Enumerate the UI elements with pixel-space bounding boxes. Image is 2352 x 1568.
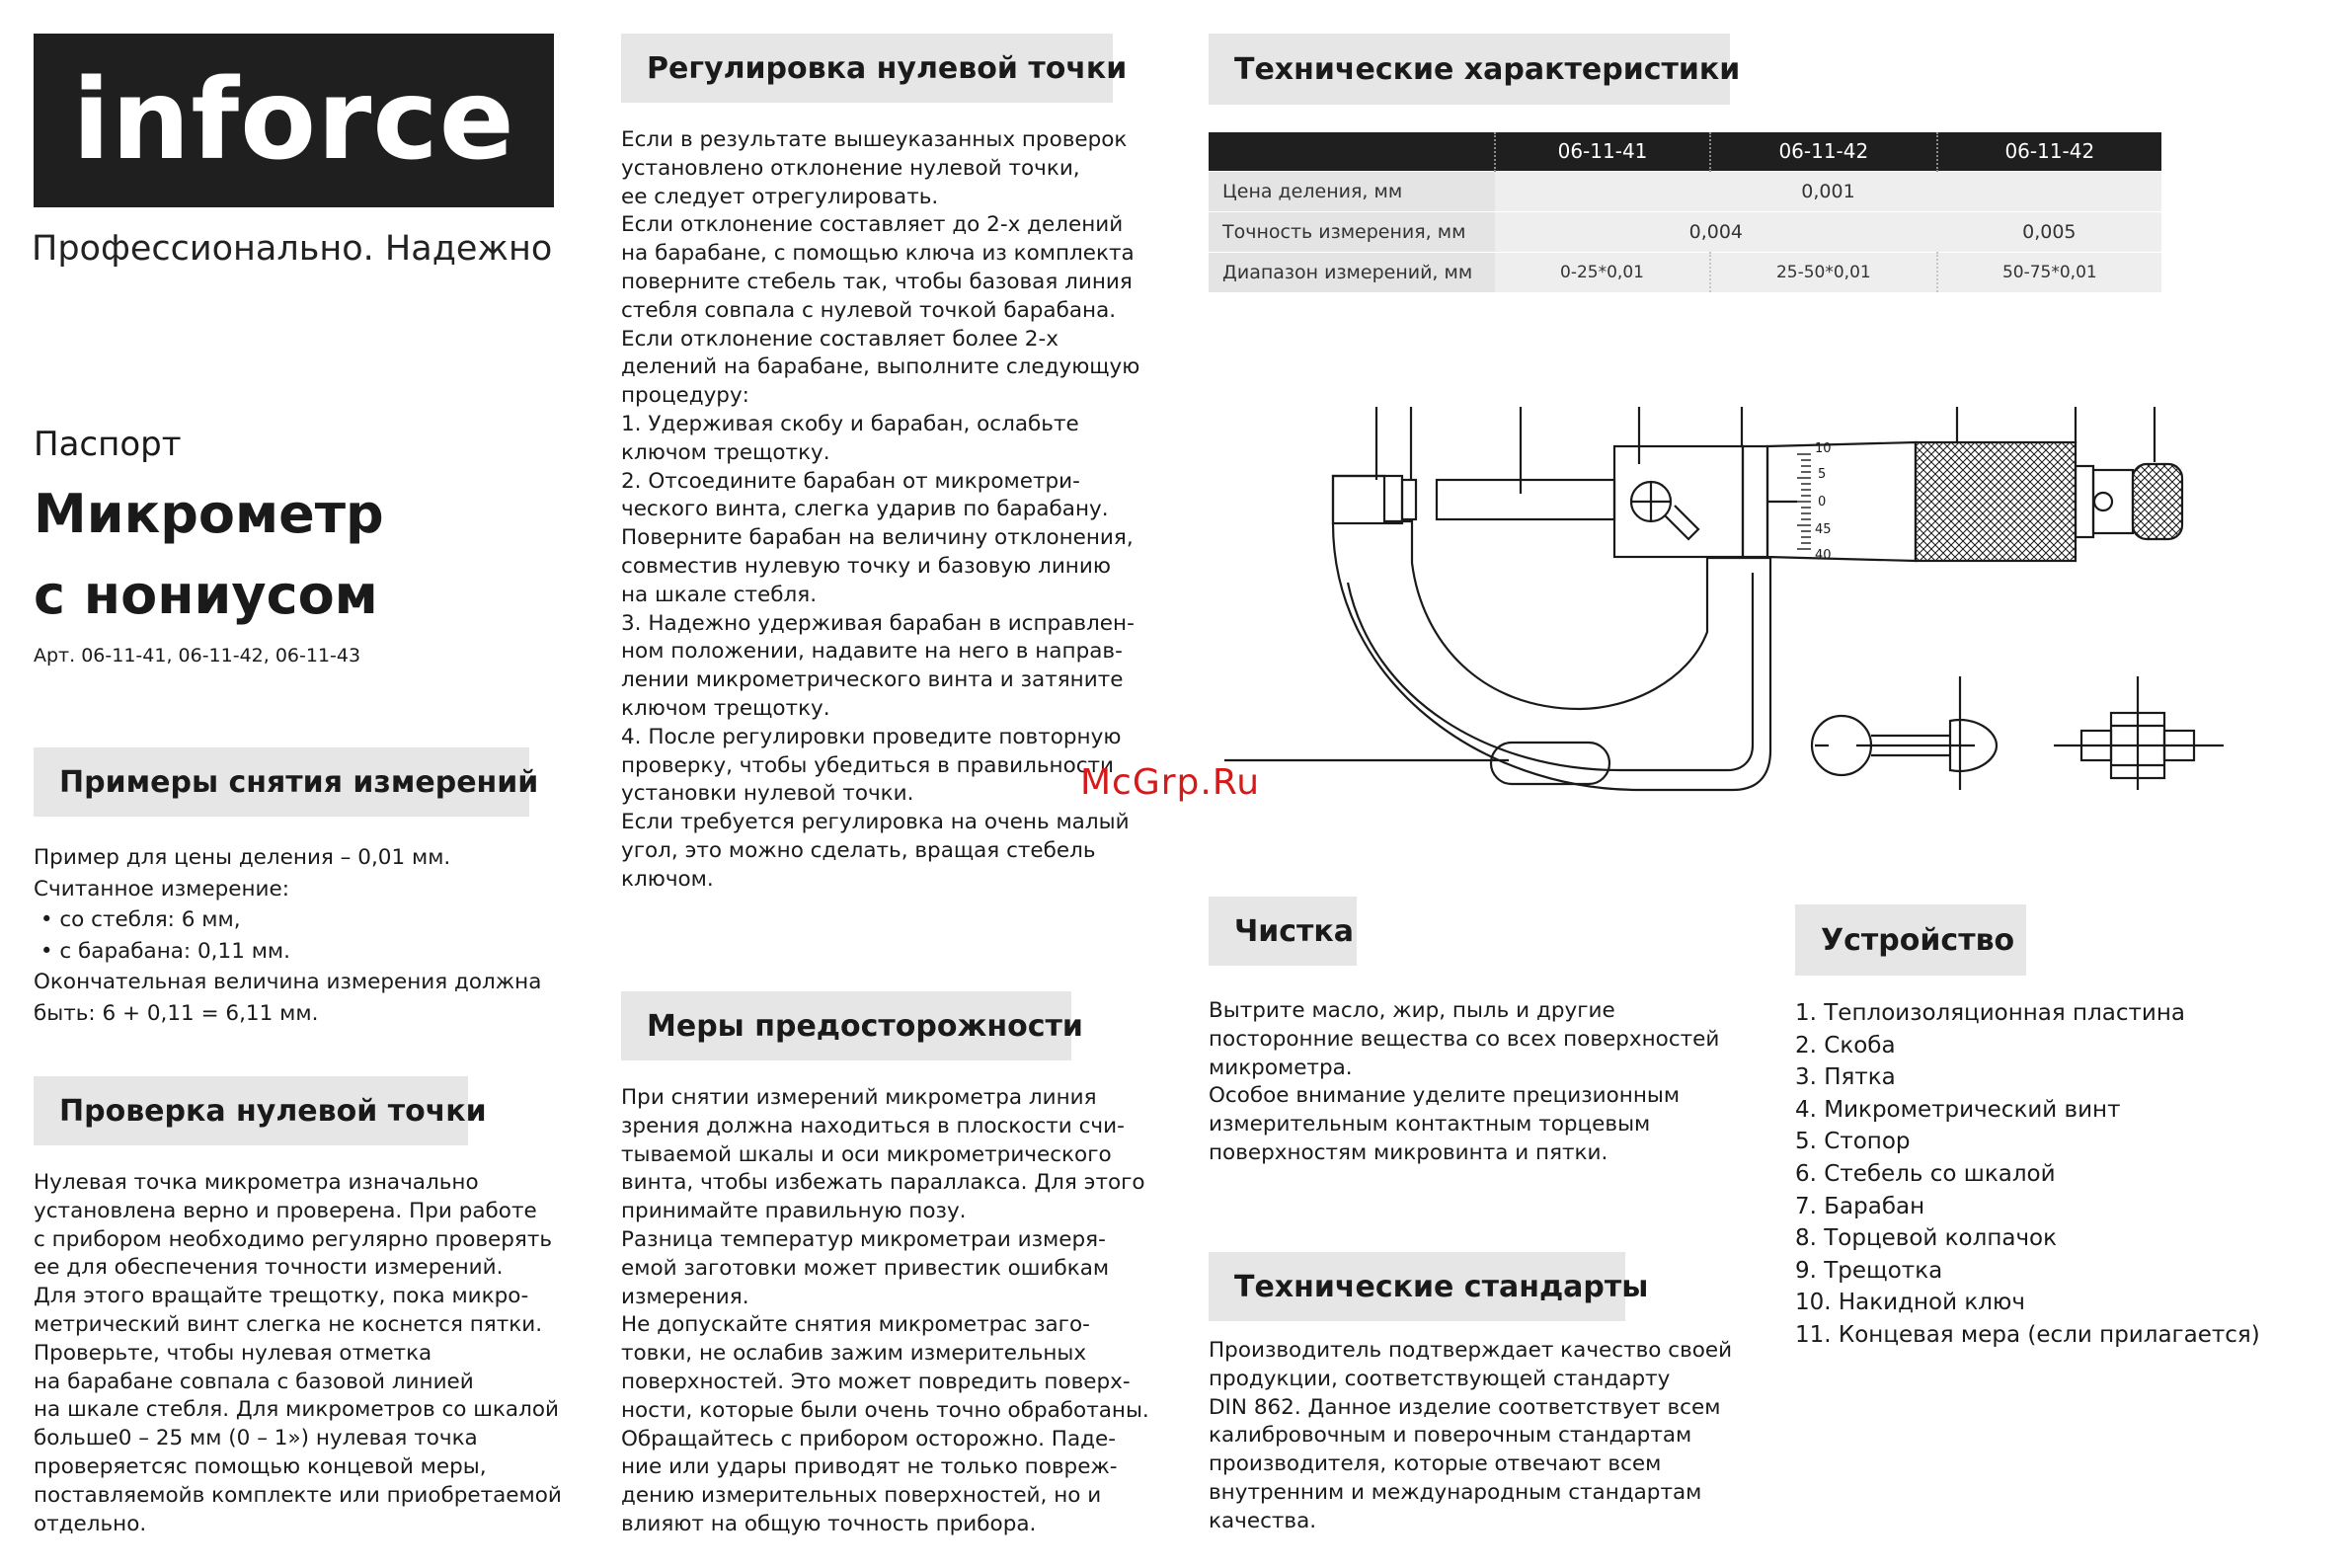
table-cell: 50-75*0,01 <box>1937 252 2161 292</box>
text-line: на барабане, с помощью ключа из комплекта <box>621 241 1135 267</box>
text-line: 3. Надежно удерживая барабан в исправлен- <box>621 610 1135 636</box>
brand-logo <box>34 34 554 207</box>
text-line: совместив нулевую точку и базовую линию <box>621 553 1111 579</box>
table-row <box>1209 211 2161 252</box>
slogan: Профессионально. Надежно <box>32 229 553 269</box>
text-line: проверку, чтобы убедиться в правильности <box>621 752 1115 778</box>
text-line: процедуру: <box>621 383 749 409</box>
precautions-text <box>621 1084 1184 1539</box>
lock-lever <box>1665 506 1698 539</box>
table-header-cell: 06-11-42 <box>1710 132 1937 171</box>
text-line: измерения. <box>621 1284 749 1309</box>
text-line: Производитель подтверждает качество своей <box>1209 1338 1733 1363</box>
text-line: Особое внимание уделите прецизионным <box>1209 1083 1681 1109</box>
text-line: тываемой шкалы и оси микрометрического <box>621 1141 1112 1167</box>
logo-text: inforce <box>72 56 515 185</box>
text-line: измерительным контактным торцевым <box>1209 1112 1651 1137</box>
text-line: емой заготовки может привестик ошибкам <box>621 1255 1110 1281</box>
list-item: 1. Теплоизоляционная пластина <box>1795 1000 2185 1026</box>
text-line: ние или удары приводят не только повреж- <box>621 1454 1118 1480</box>
list-item: 6. Стебель со шкалой <box>1795 1160 2056 1187</box>
text-line: Проверьте, чтобы нулевая отметка <box>34 1340 432 1366</box>
text-line: Если отклонение составляет более 2-х <box>621 326 1058 352</box>
thimble-ticks <box>1797 454 1811 549</box>
text-line: установлено отклонение нулевой точки, <box>621 155 1080 181</box>
text-line: товки, не ослабив зажим измерительных <box>621 1341 1087 1367</box>
table-header-cell: 06-11-41 <box>1495 132 1710 171</box>
document-kind: Паспорт <box>34 425 182 464</box>
text-line: ческого винта, слегка ударив по барабану. <box>621 497 1109 522</box>
specs-heading: Технические характеристики <box>1209 34 1730 105</box>
device-heading: Устройство <box>1795 904 2026 976</box>
text-line: на шкале стебля. Для микрометров со шкалой <box>34 1397 559 1423</box>
scale-mark: 10 <box>1815 441 1832 456</box>
scale-mark: 45 <box>1815 522 1832 537</box>
table-cell: 0,004 <box>1495 211 1937 252</box>
text-line: Считанное измерение: <box>34 876 289 902</box>
text-line: с прибором необходимо регулярно проверять <box>34 1226 553 1252</box>
text-line: метрический винт слегка не коснется пятки. <box>34 1311 543 1337</box>
ratchet <box>2133 464 2182 539</box>
text-line: DIN 862. Данное изделие соответствует всем <box>1209 1394 1721 1420</box>
frame-inner-line <box>1348 573 1753 770</box>
text-line: Для этого вращайте трещотку, пока микро- <box>34 1284 529 1309</box>
micrometer-diagram <box>1224 395 2251 859</box>
anvil-tip <box>1402 480 1416 519</box>
table-header-row <box>1209 132 2161 171</box>
table-header-cell: 06-11-42 <box>1937 132 2161 171</box>
table-cell: 0,001 <box>1495 171 2161 211</box>
text-line: ключом трещотку. <box>621 439 830 465</box>
text-line: • со стебля: 6 мм, <box>34 907 241 932</box>
row-label: Диапазон измерений, мм <box>1209 252 1495 292</box>
sleeve-collar <box>1743 446 1767 557</box>
text-line: Окончательная величина измерения должна <box>34 970 542 994</box>
text-line: винта, чтобы избежать параллакса. Для этого <box>621 1170 1145 1196</box>
text-line: 4. После регулировки проведите повторную <box>621 724 1122 749</box>
table-header-cell <box>1209 132 1495 171</box>
spindle <box>1437 480 1614 519</box>
text-line: Если требуется регулировка на очень малый <box>621 810 1130 835</box>
text-line: поставляемойв комплекте или приобретаемой <box>34 1482 562 1508</box>
text-line: быть: 6 + 0,11 = 6,11 мм. <box>34 1000 319 1026</box>
text-line: влияют на общую точность прибора. <box>621 1511 1037 1536</box>
end-cap-collar <box>2076 466 2093 537</box>
text-line: на барабане совпала с базовой линией <box>34 1369 474 1394</box>
examples-heading: Примеры снятия измерений <box>34 747 529 817</box>
table-row <box>1209 252 2161 292</box>
list-item: 8. Торцевой колпачок <box>1795 1225 2058 1252</box>
text-line: Разница температур микрометраи измеря- <box>621 1226 1106 1252</box>
text-line: поверхностей. Это может повредить поверх- <box>621 1369 1131 1394</box>
examples-text <box>34 842 567 1029</box>
text-line: Если отклонение составляет до 2-х делений <box>621 212 1124 238</box>
device-parts-list <box>1795 997 2260 1352</box>
scale-mark: 0 <box>1818 495 1827 510</box>
list-item: 7. Барабан <box>1795 1193 1925 1219</box>
text-line: 1. Удерживая скобу и барабан, ослабьте <box>621 411 1079 436</box>
text-line: ключом. <box>621 866 714 892</box>
table-row <box>1209 171 2161 211</box>
row-label: Точность измерения, мм <box>1209 211 1495 252</box>
list-item: 5. Стопор <box>1795 1129 1911 1155</box>
list-item: 10. Накидной ключ <box>1795 1290 2025 1316</box>
list-item: 9. Трещотка <box>1795 1257 1943 1284</box>
text-line: продукции, соответствующей стандарту <box>1209 1366 1671 1391</box>
list-item: 2. Скоба <box>1795 1032 1896 1058</box>
text-line: качества. <box>1209 1508 1317 1533</box>
title-line-2: с нониусом <box>34 564 378 626</box>
text-line: лении микрометрического винта и затяните <box>621 667 1124 693</box>
row-label: Цена деления, мм <box>1209 171 1495 211</box>
cleaning-text <box>1209 997 1762 1168</box>
text-line: 2. Отсоедините барабан от микрометри- <box>621 468 1080 494</box>
text-line: установлена верно и проверена. При работе <box>34 1198 537 1223</box>
text-line: ности, которые были очень точно обработаны. <box>621 1397 1149 1423</box>
text-line: внутренним и международным стандартам <box>1209 1479 1702 1505</box>
text-line: Вытрите масло, жир, пыль и другие <box>1209 998 1615 1023</box>
text-line: на шкале стебля. <box>621 582 818 607</box>
watermark: McGrp.Ru <box>1080 762 1261 803</box>
text-line: делений на барабане, выполните следующую <box>621 354 1140 380</box>
thimble-scale <box>1815 441 1832 563</box>
text-line: больше0 – 25 мм (0 – 1») нулевая точка <box>34 1426 478 1451</box>
text-line: микрометра. <box>1209 1055 1353 1080</box>
text-line: ее следует отрегулировать. <box>621 184 939 209</box>
list-item: 11. Концевая мера (если прилагается) <box>1795 1321 2260 1348</box>
text-line: принимайте правильную позу. <box>621 1199 967 1224</box>
gauge-block <box>2054 676 2224 790</box>
wrench <box>1812 676 1997 790</box>
text-line: производителя, которые отвечают всем <box>1209 1451 1662 1477</box>
anvil <box>1333 476 1402 523</box>
text-line: отдельно. <box>34 1511 147 1536</box>
standards-text <box>1209 1337 1762 1536</box>
text-line: дению измерительных поверхностей, но и <box>621 1483 1102 1509</box>
text-line: поверхностям микровинта и пятки. <box>1209 1139 1608 1165</box>
zero-check-heading: Проверка нулевой точки <box>34 1076 468 1145</box>
cleaning-heading: Чистка <box>1209 897 1357 966</box>
text-line: Нулевая точка микрометра изначально <box>34 1170 479 1195</box>
specs-table <box>1209 132 2161 292</box>
text-line: Не допускайте снятия микрометрас заго- <box>621 1312 1090 1338</box>
text-line: Если в результате вышеуказанных проверок <box>621 127 1128 152</box>
precautions-heading: Меры предосторожности <box>621 991 1071 1060</box>
zero-adjust-heading: Регулировка нулевой точки <box>621 34 1113 103</box>
text-line: ее для обеспечения точности измерений. <box>34 1255 504 1281</box>
page-title <box>34 474 384 636</box>
title-line-1: Микрометр <box>34 483 384 545</box>
text-line: ном положении, надавите на него в направ- <box>621 639 1123 665</box>
text-line: ключом трещотку. <box>621 695 830 721</box>
knurled-barrel <box>1916 442 2076 561</box>
standards-heading: Технические стандарты <box>1209 1252 1625 1321</box>
scale-mark: 5 <box>1818 467 1827 482</box>
text-line: Поверните барабан на величину отклонения, <box>621 525 1134 551</box>
scale-mark: 40 <box>1815 548 1832 563</box>
text-line: поверните стебель так, чтобы базовая линия <box>621 269 1133 294</box>
text-line: зрения должна находиться в плоскости счи- <box>621 1113 1125 1138</box>
article-numbers: Арт. 06-11-41, 06-11-42, 06-11-43 <box>34 645 361 666</box>
text-line: проверяетсяс помощью концевой меры, <box>34 1453 487 1479</box>
zero-check-text <box>34 1169 587 1538</box>
table-cell: 0-25*0,01 <box>1495 252 1710 292</box>
text-line: калибровочным и поверочным стандартам <box>1209 1423 1692 1449</box>
list-item: 4. Микрометрический винт <box>1795 1096 2121 1123</box>
text-line: • с барабана: 0,11 мм. <box>34 938 290 964</box>
text-line: При снятии измерений микрометра линия <box>621 1085 1097 1110</box>
text-line: посторонние вещества со всех поверхностей <box>1209 1026 1720 1052</box>
text-line: угол, это можно сделать, вращая стебель <box>621 837 1096 863</box>
text-line: Пример для цены деления – 0,01 мм. <box>34 845 451 870</box>
text-line: стебля совпала с нулевой точкой барабана. <box>621 297 1117 323</box>
table-cell: 0,005 <box>1937 211 2161 252</box>
text-line: установки нулевой точки. <box>621 781 914 807</box>
list-item: 3. Пятка <box>1795 1064 1896 1091</box>
text-line: Обращайтесь с прибором осторожно. Паде- <box>621 1426 1116 1451</box>
table-cell: 25-50*0,01 <box>1710 252 1937 292</box>
